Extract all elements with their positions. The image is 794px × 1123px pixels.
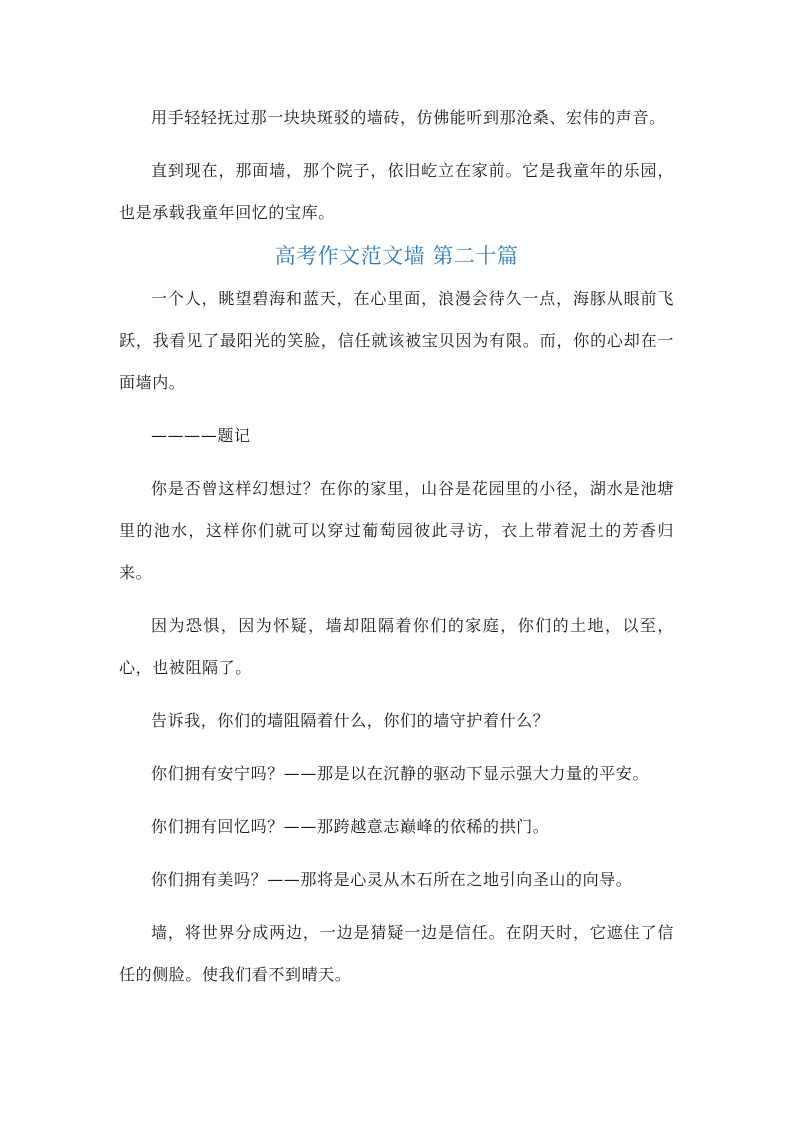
paragraph: 墙，将世界分成两边，一边是猜疑一边是信任。在阴天时，它遮住了信任的侧脸。使我们看不到晴天。 — [119, 923, 674, 984]
epigraph-note: ————题记 — [151, 426, 251, 445]
paragraph: 告诉我，你们的墙阻隔着什么，你们的墙守护着什么？ — [151, 711, 550, 730]
paragraph: 因为恐惧，因为怀疑，墙却阻隔着你们的家庭，你们的土地，以至，心，也被阻隔了。 — [119, 616, 674, 677]
paragraph: 你们拥有美吗？——那将是心灵从木石所在之地引向圣山的向导。 — [151, 870, 633, 889]
paragraph: 你们拥有回忆吗？——那跨越意志巅峰的依稀的拱门。 — [151, 817, 550, 836]
paragraph: 用手轻轻抚过那一块块斑驳的墙砖，仿佛能听到那沧桑、宏伟的声音。 — [151, 108, 666, 127]
document-body — [119, 97, 674, 1007]
paragraph: 一个人，眺望碧海和蓝天，在心里面，浪漫会待久一点，海豚从眼前飞跃，我看见了最阳光的笑脸，信任就该被宝贝因为有限。而，你的心却在一面墙内。 — [119, 289, 674, 392]
paragraph: 你是否曾这样幻想过？在你的家里，山谷是花园里的小径，湖水是池塘里的池水，这样你们就可以穿过葡萄园彼此寻访，衣上带着泥土的芳香归来。 — [119, 479, 674, 582]
paragraph: 你们拥有安宁吗？——那是以在沉静的驱动下显示强大力量的平安。 — [151, 764, 650, 783]
paragraph: 直到现在，那面墙，那个院子，依旧屹立在家前。它是我童年的乐园，也是承载我童年回忆的宝库。 — [119, 161, 674, 222]
section-title: 高考作文范文墙 第二十篇 — [274, 244, 519, 268]
